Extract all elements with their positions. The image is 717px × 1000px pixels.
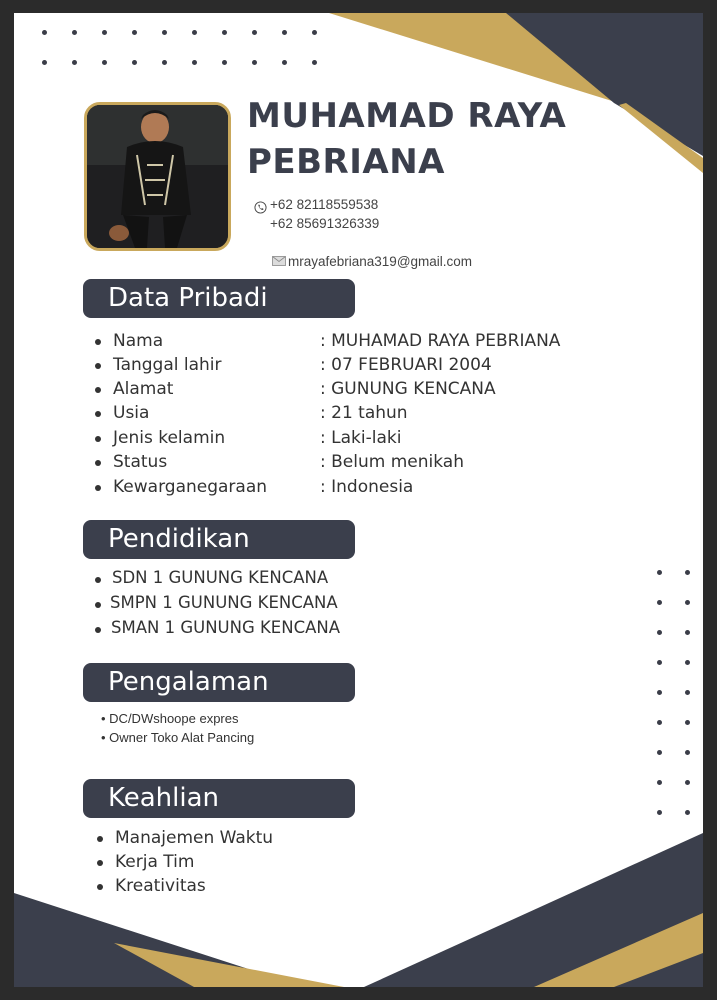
phone-number-1[interactable]: +62 82118559538 (270, 197, 379, 212)
bullet (95, 339, 101, 345)
education-item: SMAN 1 GUNUNG KENCANA (111, 618, 341, 637)
name-line-1: MUHAMAD RAYA (247, 96, 567, 136)
section-title: Pengalaman (108, 667, 269, 697)
bullet (95, 460, 101, 466)
bullet (95, 627, 101, 633)
personal-value: : Belum menikah (320, 452, 464, 472)
personal-label: Kewarganegaraan (113, 477, 268, 497)
personal-value: : Indonesia (320, 477, 414, 497)
phone-icon (254, 201, 267, 214)
personal-label: Tanggal lahir (113, 355, 222, 375)
dot-pattern-right (657, 570, 692, 850)
profile-photo (84, 102, 231, 251)
personal-value: : GUNUNG KENCANA (320, 379, 496, 399)
personal-label: Jenis kelamin (113, 428, 226, 448)
personal-label: Alamat (113, 379, 174, 399)
name-line-2: PEBRIANA (247, 142, 445, 182)
bullet (97, 836, 103, 842)
full-name (247, 93, 627, 185)
personal-value: : 07 FEBRUARI 2004 (320, 355, 492, 375)
skill-item: Kreativitas (115, 876, 206, 896)
education-item: SMPN 1 GUNUNG KENCANA (110, 593, 338, 612)
section-header-pendidikan (83, 520, 355, 559)
personal-value: : MUHAMAD RAYA PEBRIANA (320, 331, 561, 351)
section-title: Data Pribadi (108, 283, 268, 313)
experience-item: • DC/DWshoope expres (101, 711, 239, 726)
section-header-keahlian (83, 779, 355, 818)
bullet (95, 436, 101, 442)
bullet (95, 485, 101, 491)
cv-page (14, 13, 703, 987)
email-address[interactable]: mrayafebriana319@gmail.com (288, 254, 473, 269)
bullet (97, 860, 103, 866)
personal-value: : Laki-laki (320, 428, 402, 448)
bullet (95, 387, 101, 393)
section-title: Keahlian (108, 783, 220, 813)
bullet (95, 363, 101, 369)
education-item: SDN 1 GUNUNG KENCANA (112, 568, 329, 587)
bullet (95, 602, 101, 608)
personal-value: : 21 tahun (320, 403, 408, 423)
section-header-data-pribadi (83, 279, 355, 318)
bullet (97, 884, 103, 890)
section-title: Pendidikan (108, 524, 250, 554)
personal-label: Nama (113, 331, 164, 351)
phone-number-2[interactable]: +62 85691326339 (270, 216, 380, 231)
dot-pattern-top (42, 30, 322, 70)
bullet (95, 411, 101, 417)
personal-label: Usia (113, 403, 150, 423)
experience-item: • Owner Toko Alat Pancing (101, 730, 255, 745)
section-header-pengalaman (83, 663, 355, 702)
mail-icon (272, 256, 286, 266)
bullet (95, 577, 101, 583)
skill-item: Kerja Tim (115, 852, 195, 872)
personal-label: Status (113, 452, 168, 472)
skill-item: Manajemen Waktu (115, 828, 274, 848)
